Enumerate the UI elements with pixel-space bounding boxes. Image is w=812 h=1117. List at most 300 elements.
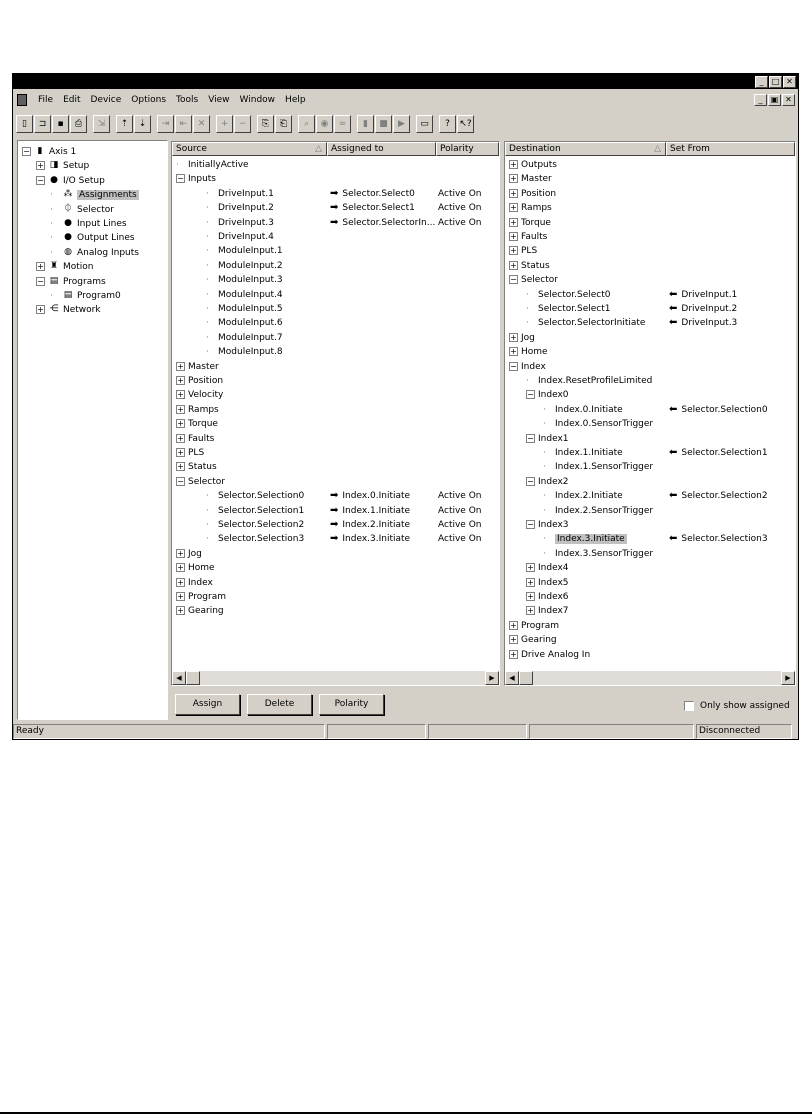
source-label: DriveInput.3 <box>218 217 274 228</box>
source-row[interactable] <box>176 460 217 474</box>
expand-icon[interactable]: + <box>527 592 534 601</box>
expand-icon[interactable]: + <box>510 635 517 645</box>
menu-edit[interactable]: Edit <box>63 94 81 105</box>
assigned-to-value: Index.3.Initiate <box>342 534 411 545</box>
doc-restore-icon[interactable]: ▣ <box>768 94 781 106</box>
selector-icon: ⏀ <box>63 203 73 214</box>
expand-icon[interactable]: + <box>510 188 517 198</box>
stop-icon[interactable]: ■ <box>375 115 392 133</box>
destination-row[interactable] <box>526 432 569 446</box>
set-from-cell[interactable] <box>669 302 737 316</box>
expand-icon[interactable]: + <box>527 606 534 616</box>
add-icon[interactable]: + <box>216 115 233 133</box>
scroll-left-icon[interactable]: ◀ <box>172 671 186 685</box>
source-row[interactable] <box>206 216 274 230</box>
polarity-cell[interactable]: Active On <box>438 505 482 516</box>
destination-row[interactable] <box>526 518 569 532</box>
tree-connector: · <box>543 462 546 473</box>
connection-status: Disconnected <box>696 724 792 739</box>
source-label: Selector.Selection0 <box>218 491 305 502</box>
source-label: ModuleInput.5 <box>218 304 283 314</box>
assignments-icon: ⁂ <box>63 189 73 200</box>
destination-row[interactable] <box>509 244 537 258</box>
only-show-assigned-label: Only show assigned <box>700 701 790 711</box>
polarity-cell[interactable]: Active On <box>438 217 482 228</box>
print-icon[interactable]: ⎙ <box>70 115 87 133</box>
source-column-header[interactable]: Source △ <box>172 142 327 156</box>
arrow-right-icon: ➡ <box>330 490 339 502</box>
tree-connector: · <box>206 304 209 314</box>
nav-item-motion[interactable] <box>36 260 94 274</box>
nav-item-input-lines[interactable] <box>50 217 127 231</box>
source-row[interactable] <box>176 403 219 417</box>
page-rule <box>0 1112 812 1114</box>
collapse-icon[interactable]: − <box>527 520 534 529</box>
destination-row[interactable] <box>509 216 551 230</box>
destination-label: Program <box>521 620 559 631</box>
expand-icon[interactable]: + <box>510 174 517 184</box>
source-label: Velocity <box>188 390 224 401</box>
collapse-icon[interactable]: − <box>527 476 534 486</box>
assigned-to-cell[interactable] <box>330 518 410 532</box>
scroll-thumb[interactable] <box>186 671 200 685</box>
source-row[interactable] <box>206 187 274 201</box>
destination-row[interactable] <box>509 273 558 287</box>
set-from-value: DriveInput.1 <box>681 289 738 300</box>
expand-icon[interactable]: + <box>177 376 184 385</box>
collapse-icon[interactable]: − <box>527 433 534 443</box>
assign-button[interactable]: Assign <box>175 694 240 715</box>
collapse-icon[interactable]: − <box>37 276 44 286</box>
minimize-icon[interactable]: _ <box>755 76 768 88</box>
destination-label: Index.3.Initiate <box>557 534 625 545</box>
tree-connector: · <box>206 491 209 502</box>
destination-row[interactable] <box>543 547 653 561</box>
source-row[interactable] <box>176 590 226 604</box>
tree-connector: · <box>543 548 546 559</box>
source-row[interactable] <box>206 230 274 244</box>
source-label: Master <box>188 361 219 372</box>
download-icon[interactable]: ⇣ <box>134 115 151 133</box>
nav-item-label: Axis 1 <box>49 147 77 157</box>
tree-connector: · <box>206 505 209 516</box>
nav-item-axis-1[interactable] <box>22 145 76 159</box>
nav-item-label: Setup <box>63 161 90 172</box>
assigned-to-cell[interactable] <box>330 201 415 215</box>
expand-icon[interactable]: + <box>510 160 517 169</box>
source-row[interactable] <box>176 547 202 561</box>
window-layout-icon[interactable]: ▭ <box>416 115 433 133</box>
nav-item-analog-inputs[interactable] <box>50 246 139 260</box>
destination-label: Index.1.SensorTrigger <box>555 462 654 473</box>
cancel-icon[interactable]: ✕ <box>193 115 210 133</box>
disconnect-icon[interactable]: ⇤ <box>175 115 192 133</box>
destination-label: Index2 <box>538 476 569 487</box>
destination-label: Faults <box>521 232 548 242</box>
arrow-left-icon: ⬅ <box>669 303 678 314</box>
destination-row[interactable] <box>543 403 623 417</box>
destination-row[interactable] <box>509 158 557 172</box>
destination-row[interactable] <box>526 288 611 302</box>
source-row[interactable] <box>176 374 223 388</box>
source-row[interactable] <box>206 244 283 258</box>
destination-row[interactable] <box>526 388 569 402</box>
source-row[interactable] <box>176 576 213 590</box>
destination-label: Index0 <box>538 390 569 401</box>
source-label: Selector.Selection3 <box>218 534 305 545</box>
tree-connector: · <box>543 419 546 430</box>
set-from-value: DriveInput.2 <box>681 304 738 314</box>
maximize-icon[interactable]: □ <box>769 76 782 88</box>
source-row[interactable] <box>176 158 249 172</box>
menu-window[interactable]: Window <box>239 94 276 105</box>
network-icon: ⋲ <box>49 304 59 315</box>
destination-label: Index.ResetProfileLimited <box>538 376 653 386</box>
assigned-to-value: Index.0.Initiate <box>342 491 411 502</box>
source-row[interactable] <box>176 172 216 186</box>
expand-icon[interactable]: + <box>527 577 534 587</box>
collapse-icon[interactable]: − <box>510 361 517 371</box>
arrow-right-icon: ➡ <box>330 533 339 545</box>
assigned-to-cell[interactable] <box>330 187 415 201</box>
new-file-icon[interactable]: ▯ <box>16 115 33 133</box>
collapse-icon[interactable]: − <box>37 175 44 185</box>
io-setup-icon: ● <box>50 174 58 185</box>
polarity-cell[interactable]: Active On <box>438 203 482 214</box>
source-label: Program <box>188 592 226 602</box>
destination-row[interactable] <box>526 576 569 590</box>
collapse-icon[interactable]: − <box>177 174 184 184</box>
destination-row[interactable] <box>526 590 569 604</box>
source-row[interactable] <box>206 532 304 546</box>
upload-icon[interactable]: ⇡ <box>116 115 133 133</box>
run-icon[interactable]: ▮ <box>357 115 374 133</box>
destination-row[interactable] <box>543 446 623 460</box>
help-icon[interactable]: ? <box>439 115 456 133</box>
source-row[interactable] <box>206 259 283 273</box>
programs-icon: ▤ <box>49 275 59 286</box>
collapse-icon[interactable]: − <box>177 476 184 486</box>
source-label: Ramps <box>188 404 219 415</box>
destination-label: Position <box>521 188 557 199</box>
tree-connector: · <box>543 534 546 545</box>
only-show-assigned-option[interactable] <box>684 701 790 711</box>
tree-connector: · <box>206 275 209 286</box>
tree-connector: · <box>176 160 179 170</box>
destination-label: Outputs <box>521 160 557 170</box>
source-row[interactable] <box>206 288 283 302</box>
destination-label: Index.3.SensorTrigger <box>555 548 654 559</box>
destination-label: Selector.SelectorInitiate <box>538 318 646 329</box>
destination-column-header[interactable]: Destination △ <box>505 142 666 156</box>
destination-label: Drive Analog In <box>521 649 591 660</box>
save-icon[interactable]: ▪ <box>52 115 69 133</box>
assigned-to-cell[interactable] <box>330 216 435 230</box>
connect-icon[interactable]: ⇥ <box>157 115 174 133</box>
only-show-assigned-checkbox[interactable] <box>684 701 694 711</box>
destination-label: Gearing <box>521 635 557 646</box>
destination-label: Jog <box>521 332 535 343</box>
source-row[interactable] <box>176 417 218 431</box>
source-label: ModuleInput.2 <box>218 260 283 271</box>
set-from-cell[interactable] <box>669 446 768 460</box>
destination-row[interactable] <box>526 374 652 388</box>
tree-connector: · <box>543 491 546 502</box>
axis-icon: ▮ <box>37 146 43 156</box>
expand-icon[interactable]: + <box>177 548 184 558</box>
expand-icon[interactable]: + <box>177 419 184 429</box>
motion-icon: ♜ <box>49 261 59 272</box>
expand-icon[interactable]: + <box>510 332 517 342</box>
expand-icon[interactable]: + <box>510 620 517 630</box>
polarity-column-header[interactable]: Polarity <box>436 142 499 156</box>
destination-row[interactable] <box>509 230 547 244</box>
source-label: DriveInput.2 <box>218 203 274 214</box>
assigned-to-cell[interactable] <box>330 532 410 546</box>
expand-icon[interactable]: + <box>510 203 517 213</box>
destination-label: Index7 <box>538 606 569 617</box>
source-label: Selector.Selection1 <box>218 505 305 516</box>
expand-icon[interactable]: + <box>37 161 44 171</box>
tree-connector: · <box>206 217 209 228</box>
source-label: DriveInput.1 <box>218 188 274 199</box>
destination-row[interactable] <box>509 259 550 273</box>
tree-connector: · <box>526 289 529 300</box>
toolbar <box>16 113 475 135</box>
destination-hscrollbar[interactable] <box>505 671 795 685</box>
expand-icon[interactable]: + <box>177 433 184 443</box>
source-row[interactable] <box>176 432 214 446</box>
destination-row[interactable] <box>509 331 535 345</box>
source-row[interactable] <box>206 302 283 316</box>
destination-row[interactable] <box>526 475 569 489</box>
destination-label: Index5 <box>538 577 569 588</box>
expand-icon[interactable]: + <box>177 390 184 400</box>
nav-item-assignments[interactable] <box>50 188 139 202</box>
nav-item-output-lines[interactable] <box>50 231 135 245</box>
watch-icon[interactable]: ◉ <box>316 115 333 133</box>
assigned-to-column-header[interactable]: Assigned to <box>327 142 436 156</box>
expand-icon[interactable]: + <box>527 563 534 573</box>
nav-item-label: Programs <box>63 276 106 287</box>
destination-panel <box>504 141 796 686</box>
destination-row[interactable] <box>509 648 590 662</box>
polarity-button[interactable]: Polarity <box>319 694 384 715</box>
expand-icon[interactable]: + <box>37 262 44 272</box>
paste-icon[interactable]: ⎗ <box>275 115 292 133</box>
expand-icon[interactable]: + <box>177 606 184 616</box>
destination-row[interactable] <box>543 460 653 474</box>
arrow-right-icon: ➡ <box>330 504 339 516</box>
set-from-cell[interactable] <box>669 403 768 417</box>
step-icon[interactable]: ▶ <box>393 115 410 133</box>
doc-close-icon[interactable]: ✕ <box>782 94 795 106</box>
menu-view[interactable]: View <box>208 94 230 105</box>
source-hscrollbar[interactable] <box>172 671 499 685</box>
destination-row[interactable] <box>509 172 552 186</box>
import-icon[interactable]: ⇲ <box>93 115 110 133</box>
assigned-to-value: Index.2.Initiate <box>342 520 411 530</box>
destination-label: PLS <box>521 246 538 257</box>
menu-help[interactable]: Help <box>285 94 306 105</box>
tree-connector: · <box>543 448 546 458</box>
input-lines-icon: ● <box>64 218 72 228</box>
destination-row[interactable] <box>543 504 653 518</box>
arrow-left-icon: ⬅ <box>669 490 678 502</box>
destination-row[interactable] <box>526 561 569 575</box>
collapse-icon[interactable]: − <box>23 147 30 156</box>
collapse-icon[interactable]: − <box>510 275 517 285</box>
nav-item-setup[interactable] <box>36 159 89 173</box>
tree-connector: · <box>50 219 53 229</box>
source-label: ModuleInput.1 <box>218 246 283 257</box>
destination-label: Index.1.Initiate <box>555 448 623 458</box>
nav-item-i-o-setup[interactable] <box>36 174 105 188</box>
destination-row[interactable] <box>509 619 559 633</box>
scroll-left-icon[interactable]: ◀ <box>505 671 519 685</box>
source-label: Jog <box>188 548 202 559</box>
scroll-right-icon[interactable]: ▶ <box>485 671 499 685</box>
source-row[interactable] <box>176 475 225 489</box>
title-bar <box>13 74 798 89</box>
collapse-icon[interactable]: − <box>527 390 534 400</box>
arrow-left-icon: ⬅ <box>669 533 678 545</box>
menu-device[interactable]: Device <box>90 94 122 105</box>
remove-icon[interactable]: − <box>234 115 251 133</box>
assigned-to-cell[interactable] <box>330 489 410 503</box>
expand-icon[interactable]: + <box>177 404 184 414</box>
assigned-to-value: Selector.SelectorIn... <box>342 217 436 228</box>
nav-item-programs[interactable] <box>36 275 106 289</box>
set-from-cell[interactable] <box>669 489 768 503</box>
nav-item-selector[interactable] <box>50 203 114 217</box>
tree-connector: · <box>50 190 53 201</box>
destination-row[interactable] <box>526 316 645 330</box>
destination-row[interactable] <box>509 187 556 201</box>
close-icon[interactable]: ✕ <box>783 76 796 88</box>
source-row[interactable] <box>206 518 304 532</box>
context-help-icon[interactable]: ↖? <box>457 115 474 133</box>
destination-label: Home <box>521 347 548 358</box>
scroll-right-icon[interactable]: ▶ <box>781 671 795 685</box>
source-row[interactable] <box>206 273 283 287</box>
set-from-cell[interactable] <box>669 288 737 302</box>
tree-connector: · <box>50 204 53 215</box>
doc-minimize-icon[interactable]: _ <box>754 94 767 106</box>
destination-label: Index6 <box>538 592 569 602</box>
source-row[interactable] <box>176 446 204 460</box>
expand-icon[interactable]: + <box>177 448 184 457</box>
expand-icon[interactable]: + <box>510 347 517 357</box>
set-from-column-header[interactable]: Set From <box>666 142 795 156</box>
tree-connector: · <box>206 318 209 329</box>
view-icon[interactable]: ∞ <box>334 115 351 133</box>
destination-row[interactable] <box>509 360 546 374</box>
main-window <box>12 73 799 740</box>
expand-icon[interactable]: + <box>177 361 184 371</box>
assigned-to-cell[interactable] <box>330 504 410 518</box>
source-row[interactable] <box>206 504 304 518</box>
menu-bar <box>13 91 798 108</box>
tree-connector: · <box>206 260 209 271</box>
expand-icon[interactable]: + <box>177 563 184 573</box>
polarity-cell[interactable]: Active On <box>438 188 482 199</box>
destination-row[interactable] <box>509 345 548 359</box>
copy-icon[interactable]: ⎘ <box>257 115 274 133</box>
destination-row[interactable] <box>543 417 653 431</box>
expand-icon[interactable]: + <box>510 649 517 659</box>
find-icon[interactable]: ⌕ <box>298 115 315 133</box>
arrow-left-icon: ⬅ <box>669 288 678 300</box>
destination-label: Torque <box>521 217 551 228</box>
nav-item-label: Output Lines <box>77 233 135 244</box>
tree-connector: · <box>543 404 546 415</box>
nav-item-label: Network <box>63 305 101 316</box>
destination-row[interactable] <box>543 532 627 546</box>
destination-row[interactable] <box>526 302 611 316</box>
destination-label: Index.2.Initiate <box>555 491 623 502</box>
menu-options[interactable]: Options <box>131 94 167 105</box>
expand-icon[interactable]: + <box>177 592 184 601</box>
open-folder-icon[interactable]: ⊐ <box>34 115 51 133</box>
scroll-thumb[interactable] <box>519 671 533 685</box>
tree-connector: · <box>206 347 209 358</box>
nav-tree-panel <box>17 140 168 720</box>
expand-icon[interactable]: + <box>37 305 44 315</box>
source-row[interactable] <box>206 331 283 345</box>
set-from-cell[interactable] <box>669 532 768 546</box>
source-row[interactable] <box>176 388 223 402</box>
polarity-cell[interactable]: Active On <box>438 520 482 530</box>
expand-icon[interactable]: + <box>510 217 517 227</box>
source-row[interactable] <box>206 345 283 359</box>
source-row[interactable] <box>206 489 304 503</box>
source-row[interactable] <box>176 604 224 618</box>
analog-inputs-icon: ◍ <box>64 246 72 257</box>
menu-file[interactable]: File <box>38 94 54 105</box>
destination-row[interactable] <box>509 633 557 647</box>
arrow-right-icon: ➡ <box>330 519 339 530</box>
destination-row[interactable] <box>509 201 552 215</box>
nav-item-network[interactable] <box>36 303 101 317</box>
expand-icon[interactable]: + <box>510 246 517 256</box>
destination-label: Index1 <box>538 433 569 444</box>
polarity-cell[interactable]: Active On <box>438 534 482 545</box>
set-from-value: Selector.Selection2 <box>681 491 768 502</box>
delete-button[interactable]: Delete <box>247 694 312 715</box>
tree-connector: · <box>543 505 546 516</box>
source-row[interactable] <box>206 201 274 215</box>
expand-icon[interactable]: + <box>510 232 517 241</box>
source-row[interactable] <box>206 316 283 330</box>
tree-connector: · <box>206 520 209 530</box>
expand-icon[interactable]: + <box>177 577 184 587</box>
destination-row[interactable] <box>543 489 623 503</box>
source-row[interactable] <box>176 561 215 575</box>
expand-icon[interactable]: + <box>177 462 184 472</box>
destination-row[interactable] <box>526 604 569 618</box>
destination-label: Index <box>521 361 546 372</box>
source-label: Home <box>188 563 215 574</box>
source-label: Inputs <box>188 174 216 185</box>
source-row[interactable] <box>176 360 219 374</box>
nav-item-program0[interactable] <box>50 289 121 303</box>
set-from-cell[interactable] <box>669 316 737 330</box>
menu-tools[interactable]: Tools <box>176 94 199 105</box>
expand-icon[interactable]: + <box>510 260 517 270</box>
polarity-cell[interactable]: Active On <box>438 491 482 502</box>
nav-item-label: Program0 <box>77 291 121 301</box>
